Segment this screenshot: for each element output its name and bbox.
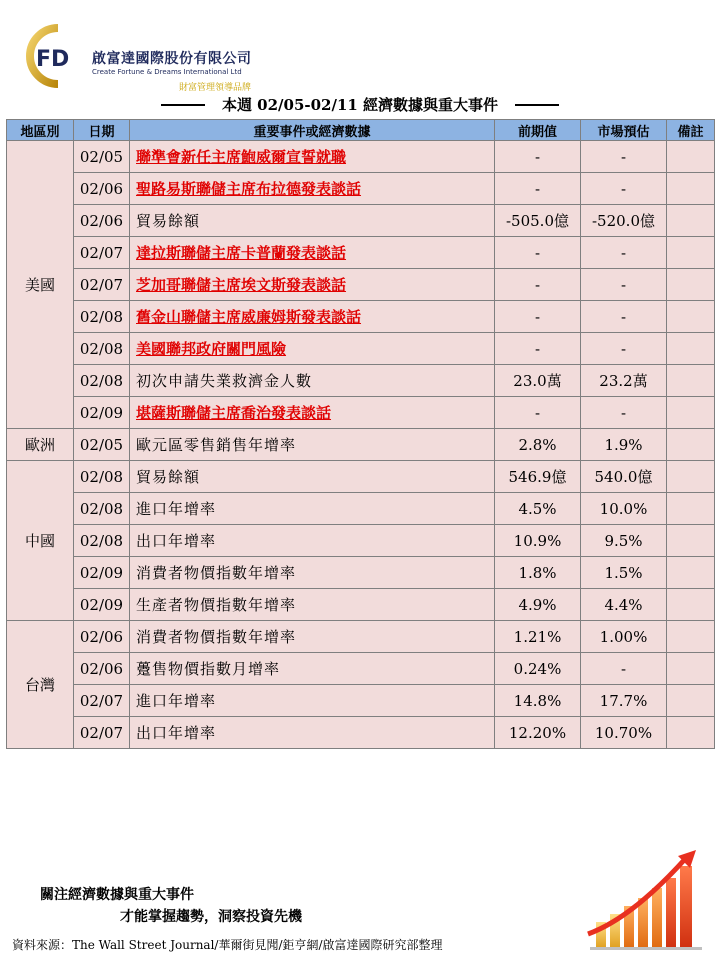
note-cell xyxy=(667,525,715,557)
event-highlight-text: 聖路易斯聯儲主席布拉德發表談話 xyxy=(136,180,362,198)
table-row xyxy=(7,653,715,685)
forecast-value-cell: 540.0億 xyxy=(581,461,667,493)
event-text: 消費者物價指數年增率 xyxy=(136,564,297,582)
note-cell xyxy=(667,141,715,173)
company-logo xyxy=(14,22,254,93)
event-text: 出口年增率 xyxy=(136,724,217,742)
previous-value-cell: 4.5% xyxy=(495,493,581,525)
svg-text:FD: FD xyxy=(36,47,70,72)
previous-value-cell: 23.0萬 xyxy=(495,365,581,397)
event-text: 出口年增率 xyxy=(136,532,217,550)
date-cell: 02/07 xyxy=(74,685,130,717)
previous-value-cell: 12.20% xyxy=(495,717,581,749)
page-title-row xyxy=(0,94,720,116)
date-cell: 02/07 xyxy=(74,237,130,269)
header-date: 日期 xyxy=(74,120,130,141)
table-row xyxy=(7,461,715,493)
previous-value-cell: - xyxy=(495,333,581,365)
forecast-value-cell: 17.7% xyxy=(581,685,667,717)
previous-value-cell: - xyxy=(495,301,581,333)
header-event: 重要事件或經濟數據 xyxy=(130,120,495,141)
note-cell xyxy=(667,589,715,621)
table-row xyxy=(7,237,715,269)
data-source: 資料來源：The Wall Street Journal/華爾街見聞/鉅亨網/啟富達國際研究部整理 xyxy=(12,938,443,952)
date-cell: 02/08 xyxy=(74,365,130,397)
table-row xyxy=(7,557,715,589)
event-text: 躉售物價指數月增率 xyxy=(136,660,281,678)
footer-slogan-line2: 才能掌握趨勢，洞察投資先機 xyxy=(120,909,302,925)
event-highlight-text: 堪薩斯聯儲主席喬治發表談話 xyxy=(136,404,332,422)
table-row xyxy=(7,269,715,301)
forecast-value-cell: 10.70% xyxy=(581,717,667,749)
table-row xyxy=(7,141,715,173)
footer-slogan-line1: 關注經濟數據與重大事件 xyxy=(40,887,194,903)
forecast-value-cell: - xyxy=(581,301,667,333)
date-cell: 02/08 xyxy=(74,301,130,333)
table-row xyxy=(7,621,715,653)
forecast-value-cell: 1.00% xyxy=(581,621,667,653)
header-forecast: 市場預估 xyxy=(581,120,667,141)
table-header-row xyxy=(7,120,715,141)
previous-value-cell: 546.9億 xyxy=(495,461,581,493)
table-row xyxy=(7,301,715,333)
note-cell xyxy=(667,269,715,301)
region-cell: 中國 xyxy=(7,461,74,621)
previous-value-cell: 1.8% xyxy=(495,557,581,589)
forecast-value-cell: - xyxy=(581,237,667,269)
company-slogan: 財富管理領導品牌 xyxy=(179,83,252,93)
previous-value-cell: 10.9% xyxy=(495,525,581,557)
event-highlight-text: 芝加哥聯儲主席埃文斯發表談話 xyxy=(136,276,347,294)
logo-mark-icon xyxy=(14,22,94,88)
growth-chart-icon xyxy=(582,848,710,952)
event-text: 進口年增率 xyxy=(136,692,217,710)
page-title: 本週 02/05-02/11 經濟數據與重大事件 xyxy=(221,96,499,114)
table-row xyxy=(7,685,715,717)
date-cell: 02/06 xyxy=(74,173,130,205)
forecast-value-cell: 1.5% xyxy=(581,557,667,589)
event-cell xyxy=(130,205,495,237)
note-cell xyxy=(667,365,715,397)
title-rule-left xyxy=(161,104,205,106)
event-cell xyxy=(130,141,495,173)
note-cell xyxy=(667,397,715,429)
previous-value-cell: 4.9% xyxy=(495,589,581,621)
forecast-value-cell: - xyxy=(581,269,667,301)
date-cell: 02/09 xyxy=(74,397,130,429)
event-cell xyxy=(130,429,495,461)
previous-value-cell: 1.21% xyxy=(495,621,581,653)
event-highlight-text: 舊金山聯儲主席威廉姆斯發表談話 xyxy=(136,308,362,326)
event-text: 貿易餘額 xyxy=(136,212,201,230)
forecast-value-cell: - xyxy=(581,141,667,173)
table-row xyxy=(7,173,715,205)
event-cell xyxy=(130,269,495,301)
previous-value-cell: -505.0億 xyxy=(495,205,581,237)
note-cell xyxy=(667,333,715,365)
events-table xyxy=(6,119,715,749)
forecast-value-cell: - xyxy=(581,397,667,429)
event-text: 歐元區零售銷售年增率 xyxy=(136,436,297,454)
region-cell: 歐洲 xyxy=(7,429,74,461)
header-previous: 前期值 xyxy=(495,120,581,141)
date-cell: 02/09 xyxy=(74,557,130,589)
event-text: 初次申請失業救濟金人數 xyxy=(136,372,313,390)
company-name-zh: 啟富達國際股份有限公司 xyxy=(92,51,252,67)
event-cell xyxy=(130,653,495,685)
previous-value-cell: 14.8% xyxy=(495,685,581,717)
event-cell xyxy=(130,717,495,749)
company-name-en: Create Fortune & Dreams International Ltd xyxy=(92,68,242,76)
previous-value-cell: - xyxy=(495,141,581,173)
forecast-value-cell: - xyxy=(581,653,667,685)
note-cell xyxy=(667,461,715,493)
event-text: 貿易餘額 xyxy=(136,468,201,486)
event-cell xyxy=(130,397,495,429)
table-row xyxy=(7,429,715,461)
header-note: 備註 xyxy=(667,120,715,141)
title-rule-right xyxy=(515,104,559,106)
event-cell xyxy=(130,301,495,333)
table-row xyxy=(7,493,715,525)
forecast-value-cell: - xyxy=(581,333,667,365)
event-cell xyxy=(130,557,495,589)
forecast-value-cell: 10.0% xyxy=(581,493,667,525)
forecast-value-cell: 23.2萬 xyxy=(581,365,667,397)
event-text: 消費者物價指數年增率 xyxy=(136,628,297,646)
date-cell: 02/07 xyxy=(74,269,130,301)
event-highlight-text: 美國聯邦政府關門風險 xyxy=(136,340,287,358)
previous-value-cell: - xyxy=(495,173,581,205)
previous-value-cell: 0.24% xyxy=(495,653,581,685)
note-cell xyxy=(667,237,715,269)
table-row xyxy=(7,333,715,365)
note-cell xyxy=(667,557,715,589)
date-cell: 02/07 xyxy=(74,717,130,749)
region-cell: 美國 xyxy=(7,141,74,429)
table-row xyxy=(7,205,715,237)
region-cell: 台灣 xyxy=(7,621,74,749)
forecast-value-cell: - xyxy=(581,173,667,205)
previous-value-cell: - xyxy=(495,269,581,301)
event-cell xyxy=(130,621,495,653)
event-highlight-text: 聯準會新任主席鮑威爾宣誓就職 xyxy=(136,148,347,166)
date-cell: 02/09 xyxy=(74,589,130,621)
note-cell xyxy=(667,173,715,205)
event-cell xyxy=(130,589,495,621)
table-row xyxy=(7,397,715,429)
previous-value-cell: - xyxy=(495,237,581,269)
date-cell: 02/05 xyxy=(74,141,130,173)
event-text: 生產者物價指數年增率 xyxy=(136,596,297,614)
date-cell: 02/06 xyxy=(74,621,130,653)
date-cell: 02/06 xyxy=(74,205,130,237)
note-cell xyxy=(667,685,715,717)
table-row xyxy=(7,589,715,621)
date-cell: 02/05 xyxy=(74,429,130,461)
note-cell xyxy=(667,621,715,653)
forecast-value-cell: 4.4% xyxy=(581,589,667,621)
table-body xyxy=(7,141,715,749)
event-cell xyxy=(130,525,495,557)
event-cell xyxy=(130,685,495,717)
note-cell xyxy=(667,301,715,333)
event-cell xyxy=(130,365,495,397)
date-cell: 02/08 xyxy=(74,333,130,365)
note-cell xyxy=(667,653,715,685)
date-cell: 02/08 xyxy=(74,493,130,525)
forecast-value-cell: -520.0億 xyxy=(581,205,667,237)
event-cell xyxy=(130,333,495,365)
note-cell xyxy=(667,429,715,461)
event-cell xyxy=(130,493,495,525)
table-row xyxy=(7,717,715,749)
date-cell: 02/08 xyxy=(74,525,130,557)
previous-value-cell: 2.8% xyxy=(495,429,581,461)
forecast-value-cell: 9.5% xyxy=(581,525,667,557)
date-cell: 02/06 xyxy=(74,653,130,685)
forecast-value-cell: 1.9% xyxy=(581,429,667,461)
table-row xyxy=(7,365,715,397)
date-cell: 02/08 xyxy=(74,461,130,493)
header-region: 地區別 xyxy=(7,120,74,141)
event-cell xyxy=(130,237,495,269)
note-cell xyxy=(667,717,715,749)
event-cell xyxy=(130,173,495,205)
table-row xyxy=(7,525,715,557)
note-cell xyxy=(667,493,715,525)
note-cell xyxy=(667,205,715,237)
previous-value-cell: - xyxy=(495,397,581,429)
event-text: 進口年增率 xyxy=(136,500,217,518)
event-cell xyxy=(130,461,495,493)
event-highlight-text: 達拉斯聯儲主席卡普蘭發表談話 xyxy=(136,244,347,262)
